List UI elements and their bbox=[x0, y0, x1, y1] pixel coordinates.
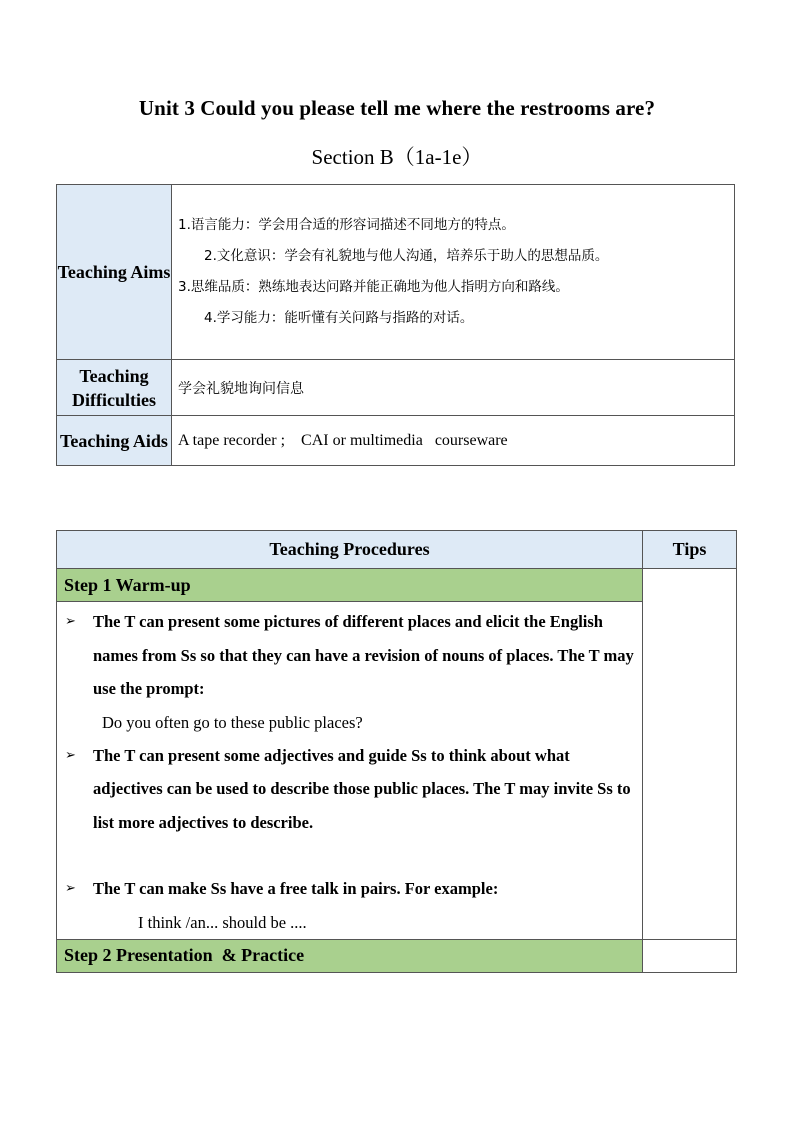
step1-heading: Step 1 Warm-up bbox=[57, 569, 643, 602]
document-title: Unit 3 Could you please tell me where the restrooms are? bbox=[138, 96, 656, 120]
info-table bbox=[56, 184, 735, 466]
arrow-bullet-icon: ➢ bbox=[65, 881, 76, 896]
aids-row bbox=[57, 416, 735, 466]
arrow-bullet-icon: ➢ bbox=[65, 747, 76, 763]
aim-item: 1.语言能力：学会用合适的形容词描述不同地方的特点。 bbox=[178, 217, 515, 233]
step2-row bbox=[57, 939, 737, 972]
step1-content bbox=[57, 602, 643, 940]
procedures-header: Teaching Procedures bbox=[57, 531, 643, 569]
tips-cell bbox=[643, 569, 737, 940]
aids-label: Teaching Aids bbox=[57, 416, 172, 466]
bullet-item bbox=[57, 872, 642, 906]
step1-row bbox=[57, 569, 737, 602]
difficulties-value: 学会礼貌地询问信息 bbox=[178, 380, 304, 397]
tips-header: Tips bbox=[643, 531, 737, 569]
aims-row bbox=[57, 185, 735, 360]
aim-item: 3.思维品质：熟练地表达问路并能正确地为他人指明方向和路线。 bbox=[178, 279, 569, 295]
tips-cell-2 bbox=[643, 939, 737, 972]
difficulties-label: Teaching Difficulties bbox=[57, 360, 172, 416]
aim-item: 4.学习能力：能听懂有关问路与指路的对话。 bbox=[204, 310, 474, 326]
bullet-item bbox=[57, 605, 642, 706]
bullet-text: The T can present some adjectives and guide Ss to think about what adjectives can be used to describe those public places. The T may invite Ss to list more adjectives to describe. bbox=[93, 745, 631, 832]
step1-content-row bbox=[57, 602, 737, 940]
bullet-text: The T can present some pictures of different places and elicit the English names from Ss so that they can have a revision of nouns of places. The T may use the prompt: bbox=[93, 612, 634, 698]
aim-item: 2.文化意识：学会有礼貌地与他人沟通，培养乐于助人的思想品质。 bbox=[204, 248, 609, 264]
example-text: I think /an... should be .... bbox=[138, 912, 307, 932]
document-subtitle: Section B（1a-1e） bbox=[311, 145, 483, 169]
aims-cell bbox=[172, 185, 735, 360]
aims-label: Teaching Aims bbox=[57, 185, 172, 360]
prompt-text: Do you often go to these public places? bbox=[102, 712, 363, 732]
difficulties-row bbox=[57, 360, 735, 416]
arrow-bullet-icon: ➢ bbox=[65, 614, 76, 629]
procedures-table bbox=[56, 530, 737, 973]
bullet-text: The T can make Ss have a free talk in pairs. For example: bbox=[93, 879, 499, 898]
step2-heading: Step 2 Presentation & Practice bbox=[57, 939, 643, 972]
procedures-header-row bbox=[57, 531, 737, 569]
bullet-item bbox=[57, 739, 642, 840]
aids-value: A tape recorder ; CAI or multimedia courseware bbox=[178, 431, 508, 449]
spacer bbox=[57, 839, 642, 872]
